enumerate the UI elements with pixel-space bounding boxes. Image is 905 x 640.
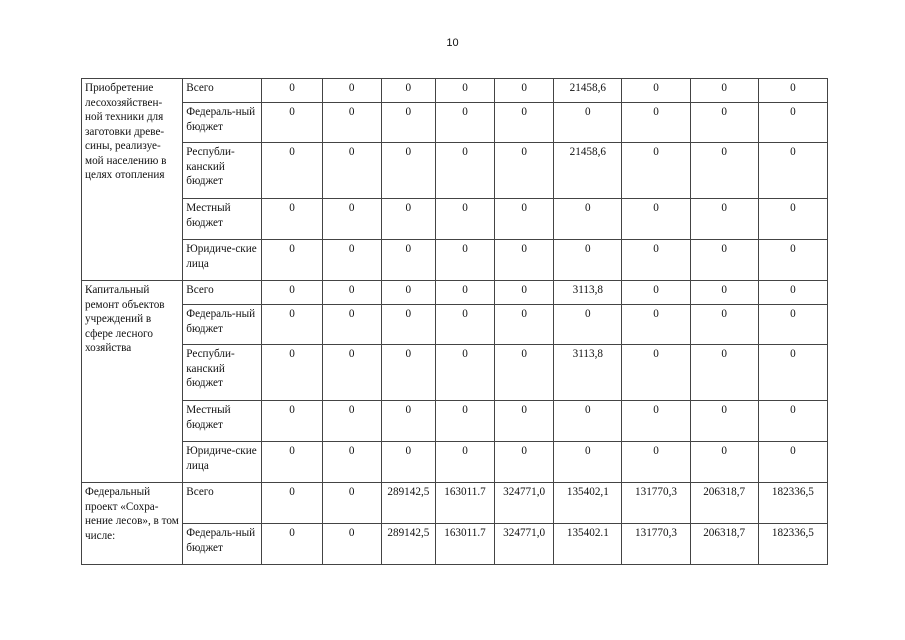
value-cell: 0 (322, 79, 381, 103)
value-cell: 0 (758, 103, 827, 143)
value-cell: 0 (381, 103, 435, 143)
value-cell: 182336,5 (758, 483, 827, 524)
table-row (82, 240, 828, 281)
value-cell: 0 (554, 305, 622, 345)
value-cell: 0 (758, 199, 827, 240)
funding-source-cell: Юридиче-ские лица (183, 442, 262, 483)
table-row (82, 281, 828, 305)
value-cell: 0 (322, 281, 381, 305)
value-cell: 0 (322, 442, 381, 483)
value-cell: 0 (554, 442, 622, 483)
value-cell: 0 (262, 345, 322, 401)
value-cell: 3113,8 (554, 281, 622, 305)
value-cell: 0 (758, 345, 827, 401)
value-cell: 0 (262, 79, 322, 103)
value-cell: 0 (495, 240, 554, 281)
value-cell: 131770,3 (622, 524, 690, 565)
funding-source-cell: Местный бюджет (183, 199, 262, 240)
value-cell: 0 (758, 281, 827, 305)
value-cell: 0 (554, 401, 622, 442)
value-cell: 0 (322, 103, 381, 143)
table-body (82, 79, 828, 565)
value-cell: 135402,1 (554, 483, 622, 524)
value-cell: 0 (262, 305, 322, 345)
value-cell: 0 (690, 240, 758, 281)
value-cell: 0 (758, 79, 827, 103)
value-cell: 0 (622, 281, 690, 305)
value-cell: 0 (322, 143, 381, 199)
value-cell: 0 (622, 345, 690, 401)
funding-source-cell: Всего (183, 281, 262, 305)
value-cell: 0 (690, 401, 758, 442)
value-cell: 0 (435, 143, 494, 199)
value-cell: 0 (690, 143, 758, 199)
value-cell: 0 (381, 305, 435, 345)
value-cell: 0 (758, 305, 827, 345)
value-cell: 0 (495, 401, 554, 442)
value-cell: 0 (495, 79, 554, 103)
value-cell: 0 (690, 281, 758, 305)
funding-source-cell: Юридиче-ские лица (183, 240, 262, 281)
value-cell: 0 (690, 305, 758, 345)
value-cell: 21458,6 (554, 79, 622, 103)
value-cell: 182336,5 (758, 524, 827, 565)
value-cell: 0 (322, 524, 381, 565)
funding-source-cell: Федераль-ный бюджет (183, 305, 262, 345)
value-cell: 0 (262, 103, 322, 143)
value-cell: 0 (690, 103, 758, 143)
value-cell: 0 (622, 305, 690, 345)
table-row (82, 79, 828, 103)
funding-source-cell: Федераль-ный бюджет (183, 103, 262, 143)
value-cell: 0 (262, 524, 322, 565)
value-cell: 0 (262, 199, 322, 240)
value-cell: 0 (554, 199, 622, 240)
funding-source-cell: Республи-канский бюджет (183, 345, 262, 401)
value-cell: 0 (381, 345, 435, 401)
value-cell: 163011.7 (435, 483, 494, 524)
value-cell: 0 (435, 442, 494, 483)
value-cell: 0 (435, 79, 494, 103)
value-cell: 0 (435, 199, 494, 240)
project-name-cell: Приобретение лесохозяйствен-ной техники для заготовки древе-сины, реализуе-мой населению в целях отопления (82, 79, 183, 281)
table-row (82, 483, 828, 524)
value-cell: 0 (381, 240, 435, 281)
value-cell: 0 (758, 143, 827, 199)
table-row (82, 143, 828, 199)
table-row (82, 305, 828, 345)
value-cell: 0 (262, 143, 322, 199)
value-cell: 0 (262, 483, 322, 524)
page-number: 10 (446, 37, 459, 49)
value-cell: 135402.1 (554, 524, 622, 565)
table-row (82, 103, 828, 143)
value-cell: 0 (495, 305, 554, 345)
value-cell: 0 (322, 305, 381, 345)
value-cell: 0 (322, 240, 381, 281)
value-cell: 0 (381, 199, 435, 240)
value-cell: 0 (690, 79, 758, 103)
table-row (82, 199, 828, 240)
value-cell: 0 (381, 281, 435, 305)
value-cell: 0 (495, 199, 554, 240)
value-cell: 0 (495, 103, 554, 143)
value-cell: 0 (435, 305, 494, 345)
table-row (82, 442, 828, 483)
value-cell: 0 (435, 401, 494, 442)
value-cell: 0 (322, 199, 381, 240)
value-cell: 0 (554, 103, 622, 143)
value-cell: 0 (381, 143, 435, 199)
value-cell: 0 (622, 401, 690, 442)
value-cell: 206318,7 (690, 524, 758, 565)
value-cell: 163011.7 (435, 524, 494, 565)
value-cell: 0 (435, 345, 494, 401)
value-cell: 0 (690, 442, 758, 483)
value-cell: 289142,5 (381, 524, 435, 565)
funding-source-cell: Республи-канский бюджет (183, 143, 262, 199)
value-cell: 0 (435, 103, 494, 143)
value-cell: 0 (622, 103, 690, 143)
value-cell: 0 (622, 442, 690, 483)
value-cell: 0 (322, 345, 381, 401)
value-cell: 0 (435, 240, 494, 281)
value-cell: 0 (435, 281, 494, 305)
project-name-cell: Федеральный проект «Сохра-нение лесов», в том числе: (82, 483, 183, 565)
value-cell: 0 (262, 442, 322, 483)
value-cell: 0 (381, 79, 435, 103)
budget-table (81, 78, 828, 565)
value-cell: 0 (622, 199, 690, 240)
value-cell: 0 (495, 442, 554, 483)
value-cell: 0 (622, 240, 690, 281)
value-cell: 21458,6 (554, 143, 622, 199)
project-name-cell: Капитальный ремонт объектов учреждений в сфере лесного хозяйства (82, 281, 183, 483)
funding-source-cell: Федераль-ный бюджет (183, 524, 262, 565)
value-cell: 0 (322, 401, 381, 442)
table-row (82, 524, 828, 565)
value-cell: 0 (381, 401, 435, 442)
funding-source-cell: Местный бюджет (183, 401, 262, 442)
funding-source-cell: Всего (183, 79, 262, 103)
value-cell: 0 (554, 240, 622, 281)
value-cell: 0 (262, 401, 322, 442)
value-cell: 0 (622, 79, 690, 103)
value-cell: 0 (322, 483, 381, 524)
value-cell: 324771,0 (495, 483, 554, 524)
value-cell: 0 (758, 442, 827, 483)
value-cell: 289142,5 (381, 483, 435, 524)
value-cell: 0 (758, 401, 827, 442)
value-cell: 131770,3 (622, 483, 690, 524)
value-cell: 0 (262, 281, 322, 305)
value-cell: 324771,0 (495, 524, 554, 565)
value-cell: 0 (758, 240, 827, 281)
table-row (82, 345, 828, 401)
value-cell: 0 (262, 240, 322, 281)
value-cell: 0 (495, 143, 554, 199)
value-cell: 3113,8 (554, 345, 622, 401)
value-cell: 0 (495, 345, 554, 401)
funding-source-cell: Всего (183, 483, 262, 524)
table-row (82, 401, 828, 442)
value-cell: 206318,7 (690, 483, 758, 524)
value-cell: 0 (690, 345, 758, 401)
value-cell: 0 (495, 281, 554, 305)
value-cell: 0 (622, 143, 690, 199)
value-cell: 0 (690, 199, 758, 240)
value-cell: 0 (381, 442, 435, 483)
